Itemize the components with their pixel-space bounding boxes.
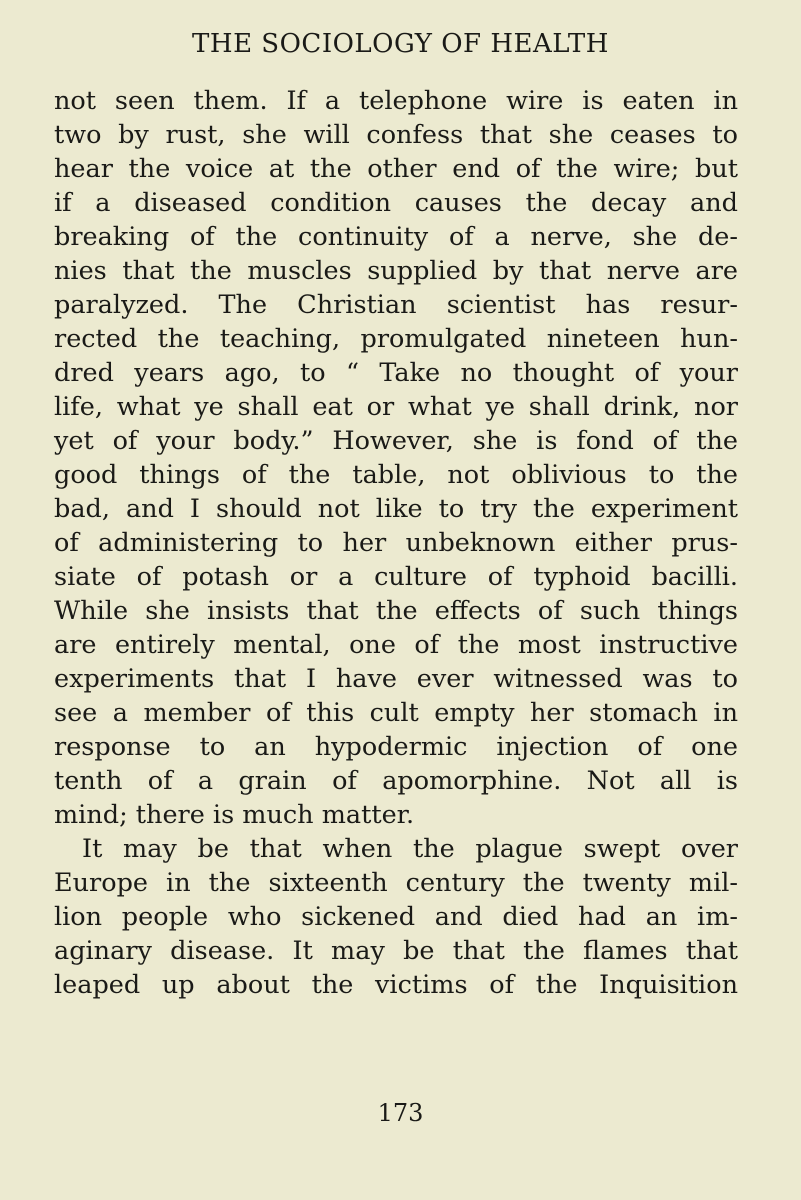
text-line: yet of your body.” However, she is fond of the bbox=[54, 426, 738, 456]
text-line: experiments that I have ever witnessed was to bbox=[54, 664, 738, 694]
text-line: aginary disease. It may be that the flames that bbox=[54, 936, 738, 966]
text-line: bad, and I should not like to try the experiment bbox=[54, 494, 738, 524]
text-line: are entirely mental, one of the most instructive bbox=[54, 630, 738, 660]
text-line: life, what ye shall eat or what ye shall drink, nor bbox=[54, 392, 738, 422]
text-line: It may be that when the plague swept over bbox=[82, 834, 738, 864]
page-number: 173 bbox=[377, 1099, 424, 1127]
text-line: two by rust, she will confess that she ceases to bbox=[54, 120, 738, 150]
text-line: siate of potash or a culture of typhoid bacilli. bbox=[54, 562, 738, 592]
text-line: response to an hypodermic injection of one bbox=[54, 732, 738, 762]
text-line: leaped up about the victims of the Inquisition bbox=[54, 970, 738, 1000]
text-line: rected the teaching, promulgated nineteen hun- bbox=[54, 324, 738, 354]
running-title: THE SOCIOLOGY OF HEALTH bbox=[192, 29, 609, 59]
text-line: hear the voice at the other end of the wire; but bbox=[54, 154, 738, 184]
text-line: good things of the table, not oblivious to the bbox=[54, 460, 738, 490]
text-line: mind; there is much matter. bbox=[54, 800, 415, 830]
text-line: not seen them. If a telephone wire is eaten in bbox=[54, 86, 738, 116]
text-line: breaking of the continuity of a nerve, she de- bbox=[54, 222, 738, 252]
text-line: of administering to her unbeknown either prus- bbox=[54, 528, 738, 558]
text-line: dred years ago, to “ Take no thought of your bbox=[54, 358, 738, 388]
text-line: Europe in the sixteenth century the twenty mil- bbox=[54, 868, 738, 898]
text-line: lion people who sickened and died had an im- bbox=[54, 902, 738, 932]
text-line: see a member of this cult empty her stomach in bbox=[54, 698, 738, 728]
text-line: tenth of a grain of apomorphine. Not all is bbox=[54, 766, 738, 796]
text-line: if a diseased condition causes the decay and bbox=[54, 188, 738, 218]
text-line: paralyzed. The Christian scientist has resur- bbox=[54, 290, 738, 320]
text-line: While she insists that the effects of such things bbox=[54, 596, 738, 626]
text-line: nies that the muscles supplied by that nerve are bbox=[54, 256, 738, 286]
